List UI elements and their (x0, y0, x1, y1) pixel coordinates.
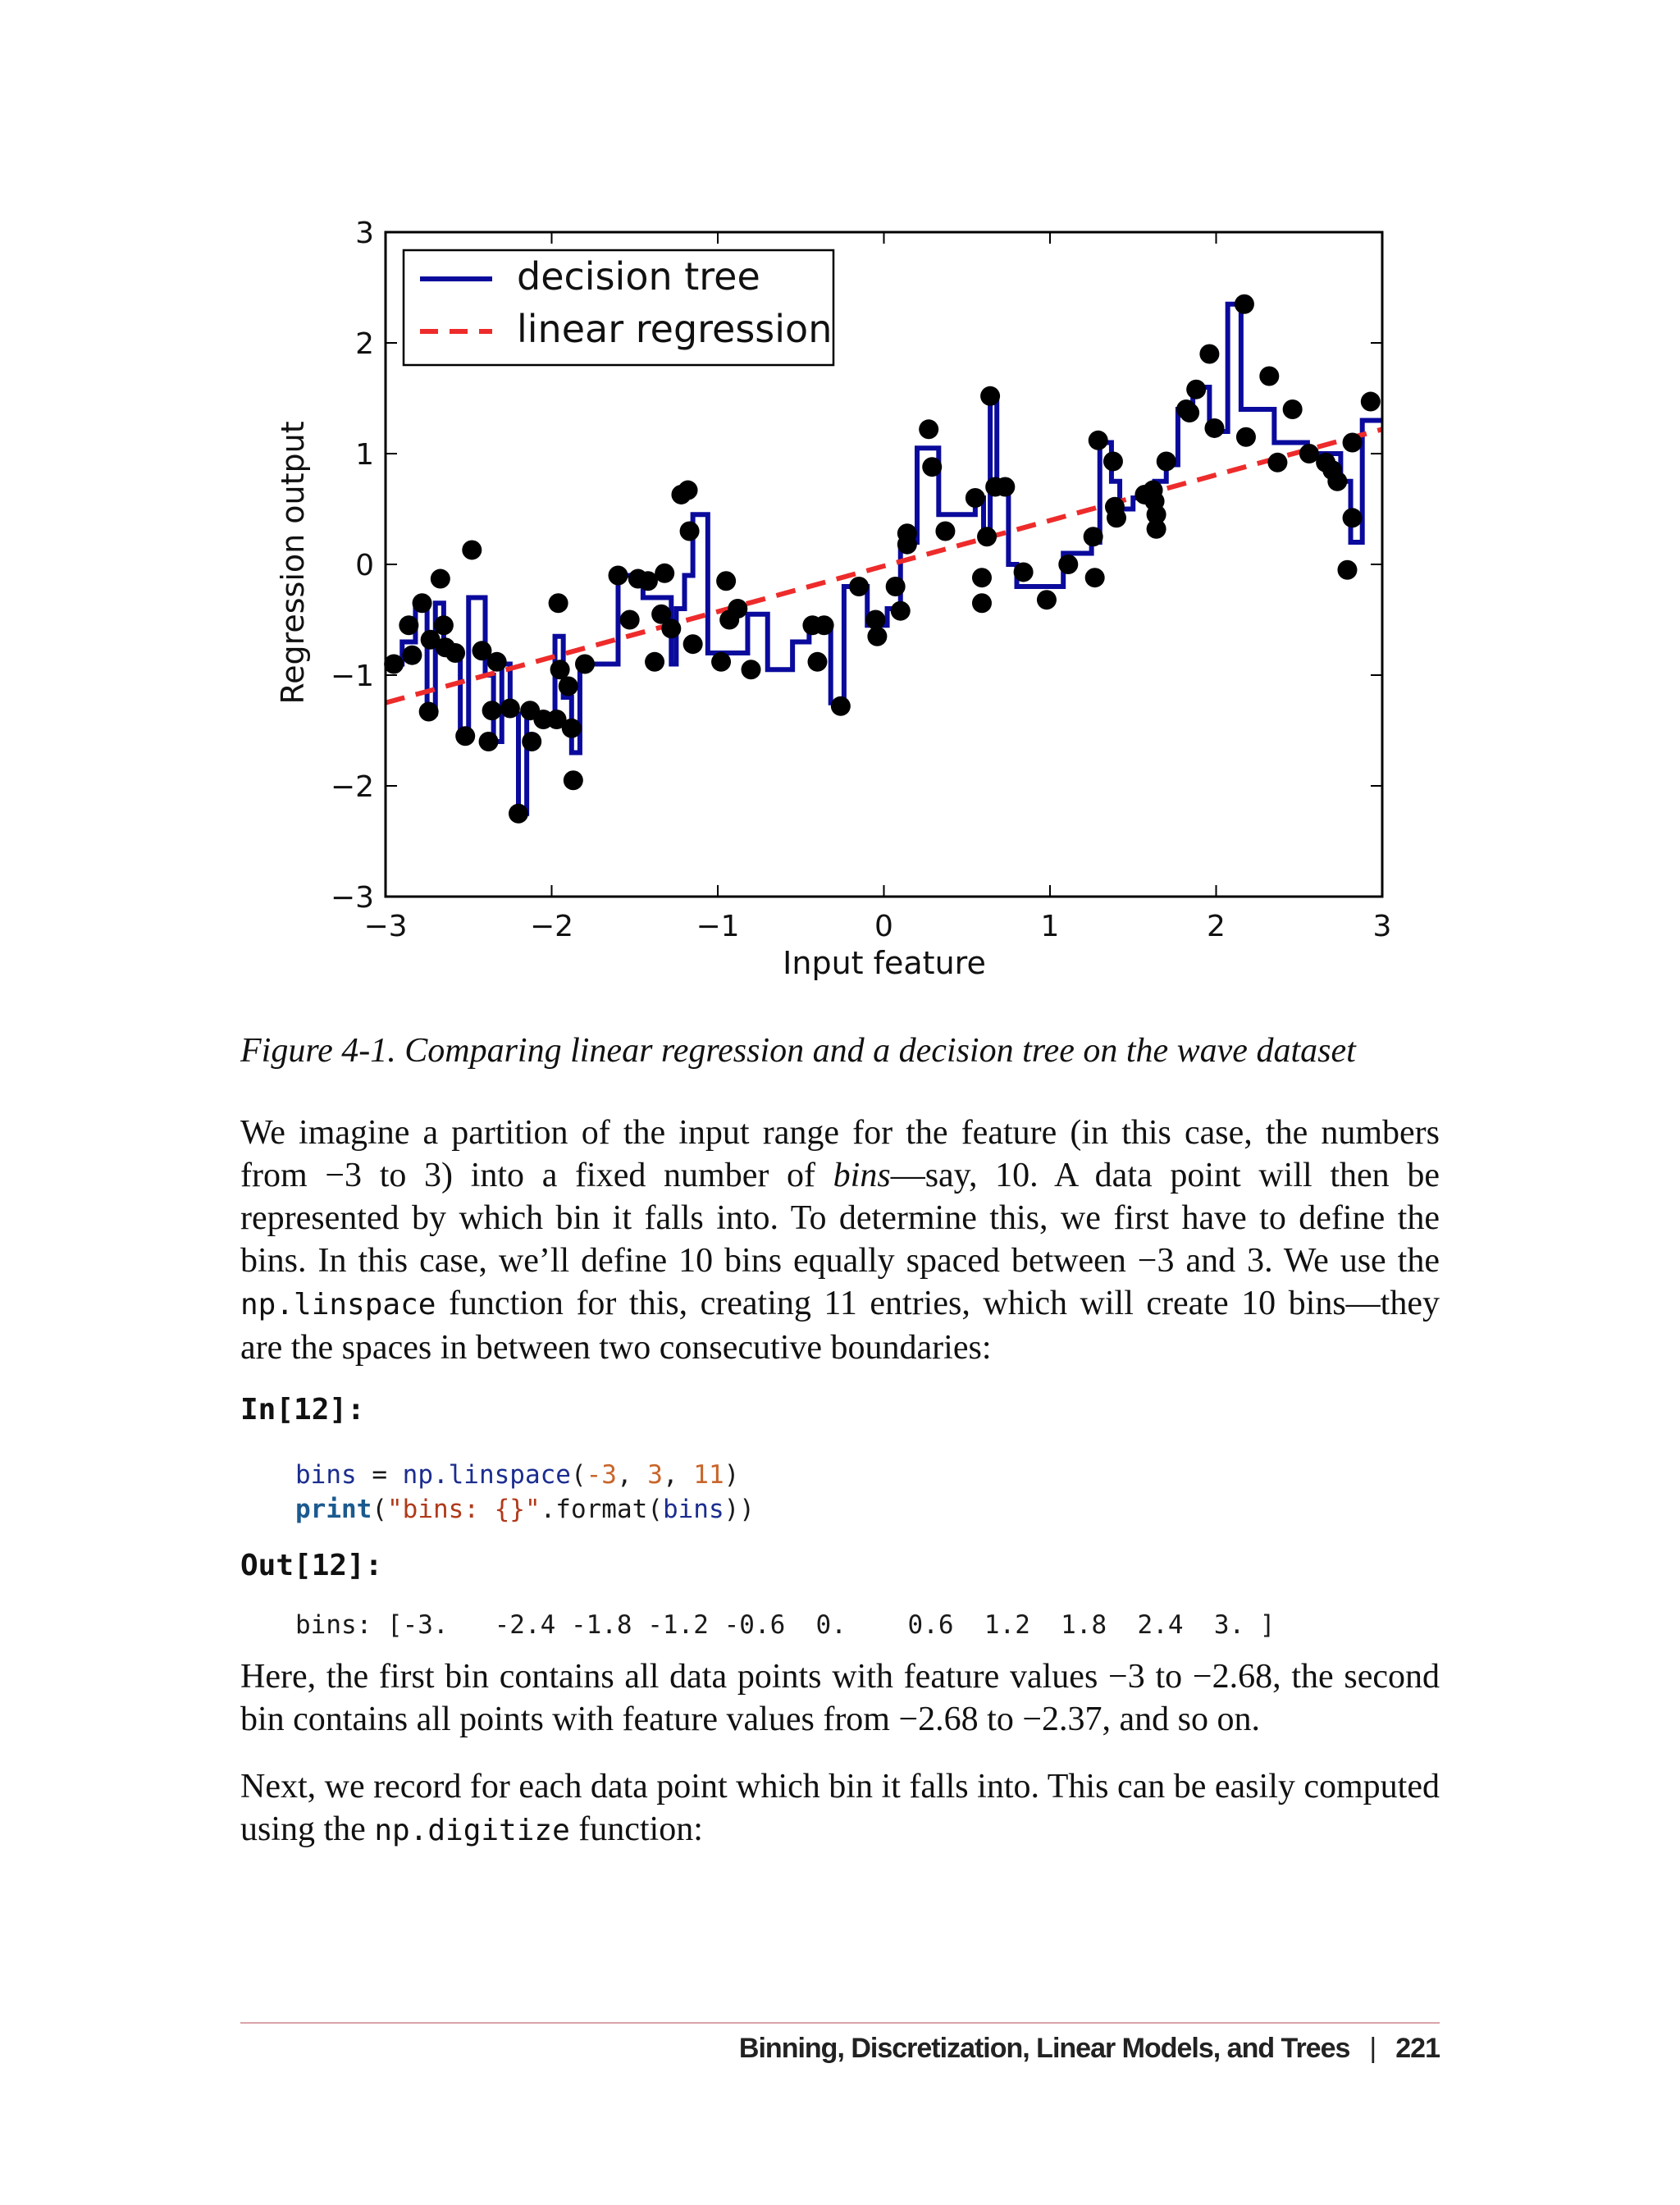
para3-text-b: function: (569, 1810, 703, 1848)
code-comma-1: , (616, 1460, 648, 1490)
para1-code-linspace: np.linspace (240, 1288, 436, 1322)
data-point (1235, 294, 1254, 314)
data-point (509, 804, 528, 824)
data-point (1236, 427, 1256, 447)
data-point (1283, 399, 1303, 419)
data-point (922, 457, 942, 477)
data-point (683, 634, 703, 654)
y-tick-label: 2 (355, 327, 374, 361)
data-point (482, 701, 502, 720)
data-point (1343, 433, 1363, 453)
data-point (431, 569, 450, 589)
page-footer (739, 2033, 1440, 2065)
footer-section-title: Binning, Discretization, Linear Models, and Trees (738, 2033, 1350, 2064)
data-point (384, 655, 404, 674)
data-point (1327, 472, 1347, 491)
data-point (1299, 444, 1319, 463)
out-prompt: Out[12]: (240, 1549, 383, 1582)
data-point (455, 726, 475, 746)
data-point (808, 652, 828, 672)
code-format-call: .format( (540, 1495, 663, 1524)
x-tick-label: −2 (529, 910, 574, 943)
data-point (462, 540, 482, 559)
data-point (1199, 345, 1219, 364)
code-l2-var-bins: bins (662, 1495, 724, 1524)
data-point (742, 660, 761, 679)
y-tick-label: −3 (330, 881, 374, 915)
data-point (980, 386, 1000, 406)
data-point (1084, 527, 1103, 546)
code-l2-close: )) (724, 1495, 755, 1524)
data-point (867, 627, 887, 646)
data-point (831, 696, 851, 716)
x-tick-label: −3 (363, 910, 408, 943)
footer-rule (240, 2022, 1440, 2024)
data-point (1089, 431, 1108, 450)
y-tick-label: 0 (355, 549, 374, 582)
code-paren-open: ( (570, 1460, 587, 1490)
data-point (1014, 562, 1034, 582)
data-point (711, 652, 731, 672)
data-point (891, 601, 911, 621)
data-point (1259, 367, 1279, 386)
paragraph-first-bin: Here, the first bin contains all data points with feature values −3 to −2.68, the second bin contains all points with feature values from −2.68 to −2.37, and so on. (240, 1658, 1440, 1738)
x-tick-label: 1 (1040, 910, 1060, 943)
data-point (680, 522, 700, 541)
figure-caption: Figure 4-1. Comparing linear regression and a decision tree on the wave dataset (240, 1032, 1356, 1070)
code-arg-start: -3 (586, 1460, 617, 1490)
data-point (678, 481, 698, 500)
data-point (402, 646, 422, 665)
data-point (728, 599, 747, 619)
in-prompt: In[12]: (240, 1393, 365, 1427)
legend-label-linear-regression: linear regression (517, 307, 833, 351)
data-point (500, 699, 520, 719)
data-point (1267, 453, 1287, 472)
data-point (1085, 568, 1105, 587)
data-point (522, 732, 541, 751)
paragraph-digitize (240, 1765, 1440, 1852)
code-line-1 (295, 1460, 739, 1490)
data-point (966, 488, 985, 508)
data-point (399, 615, 418, 635)
data-point (661, 619, 681, 638)
footer-page-number: 221 (1395, 2033, 1440, 2064)
x-tick-label: 0 (874, 910, 893, 943)
data-point (609, 566, 628, 586)
code-paren-close: ) (724, 1460, 740, 1490)
data-point (977, 527, 997, 546)
data-point (972, 568, 992, 587)
data-point (886, 577, 906, 596)
data-point (897, 535, 917, 555)
code-l2-open: ( (372, 1495, 387, 1524)
footer-separator: | (1369, 2033, 1376, 2064)
code-print: print (295, 1495, 372, 1524)
para1-text-c: function for this, creating 11 entries, which will create 10 bins—they are the spaces in between two consecutive boundaries: (240, 1285, 1440, 1367)
data-point (716, 571, 736, 591)
data-point (919, 419, 938, 439)
y-tick-label: 3 (355, 217, 374, 250)
code-comma-2: , (662, 1460, 694, 1490)
regression-chart (271, 205, 1436, 993)
data-point (413, 593, 432, 613)
data-point (1337, 560, 1357, 580)
code-var-bins: bins (295, 1460, 357, 1490)
x-tick-label: 2 (1207, 910, 1226, 943)
data-point (559, 677, 578, 696)
data-point (1180, 403, 1199, 422)
data-point (1361, 392, 1381, 412)
para1-text-a: We imagine a partition of the input range for the feature (in this case, the numbers from −3 to 3) into a fixed number of (240, 1114, 1440, 1194)
data-point (487, 652, 507, 672)
y-tick-label: −1 (330, 660, 374, 693)
data-point (1103, 451, 1123, 471)
code-eq: = (356, 1460, 403, 1490)
code-arg-stop: 3 (647, 1460, 663, 1490)
data-point (620, 610, 640, 630)
paragraph-bins-intro (240, 1112, 1440, 1369)
data-point (1204, 418, 1224, 438)
data-point (575, 655, 595, 674)
linear-regression-line (386, 429, 1382, 702)
legend-label-decision-tree: decision tree (517, 254, 760, 299)
data-point (1343, 508, 1363, 527)
x-axis-label: Input feature (783, 945, 986, 981)
code-fn-linspace: np.linspace (402, 1460, 571, 1490)
data-point (562, 719, 582, 738)
data-point (564, 770, 583, 790)
code-format-string: "bins: {}" (387, 1495, 541, 1524)
data-point (1037, 590, 1057, 609)
legend (404, 250, 833, 365)
x-tick-label: −1 (696, 910, 740, 943)
data-point (972, 593, 992, 613)
data-point (995, 477, 1015, 497)
y-tick-label: −2 (330, 770, 374, 804)
data-point (549, 593, 568, 613)
data-point (645, 652, 664, 672)
data-point (1186, 380, 1206, 399)
data-point (1107, 508, 1126, 527)
y-tick-label: 1 (355, 438, 374, 472)
y-axis-label: Regression output (275, 421, 311, 705)
data-point (935, 522, 955, 541)
data-point (419, 702, 439, 722)
data-point (1157, 451, 1176, 471)
output-line: bins: [-3. -2.4 -1.8 -1.2 -0.6 0. 0.6 1.2 1.8 2.4 3. ] (295, 1610, 1276, 1640)
data-point (1058, 555, 1078, 574)
data-point (434, 615, 454, 635)
code-arg-num: 11 (693, 1460, 724, 1490)
code-line-2 (295, 1495, 755, 1524)
data-point (865, 610, 885, 630)
data-point (479, 732, 499, 751)
para1-em-bins: bins (833, 1157, 891, 1194)
para1-text-b: —say, 10. A data point will then be represented by which bin it falls into. To determine this, we first have to define the bins. In this case, we’ll define 10 bins equally spaced between −3 and 3. We use the (240, 1157, 1440, 1280)
data-point (445, 643, 465, 663)
data-point (815, 615, 834, 635)
x-tick-label: 3 (1372, 910, 1392, 943)
data-point (849, 577, 869, 596)
data-point (655, 564, 674, 583)
para3-text-a: Next, we record for each data point which bin it falls into. This can be easily computed using the (240, 1768, 1440, 1848)
para3-code-digitize: np.digitize (374, 1814, 570, 1847)
data-point (1147, 519, 1166, 539)
